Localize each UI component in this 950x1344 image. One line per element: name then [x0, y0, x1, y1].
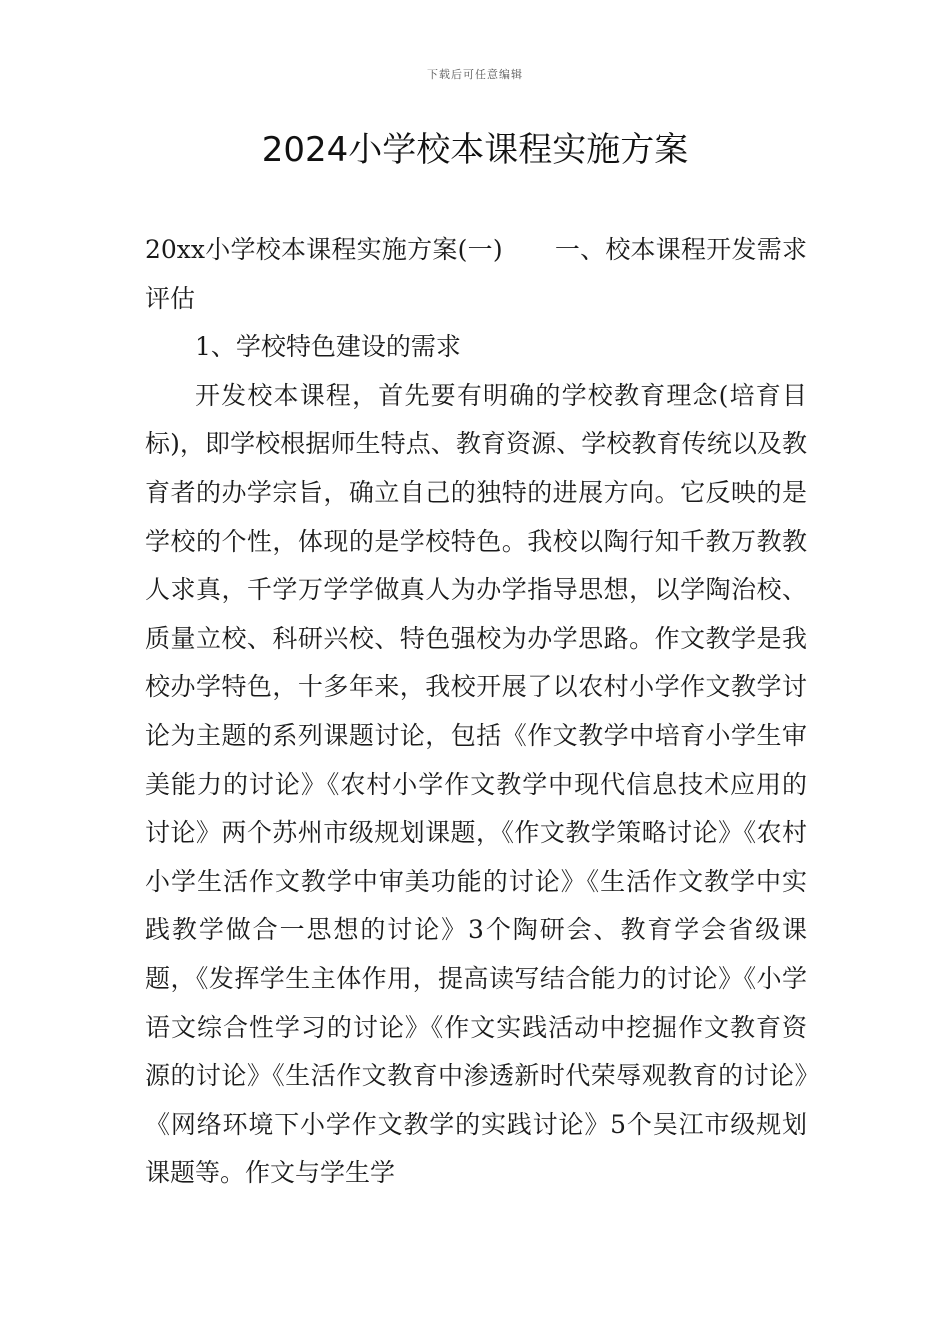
- body-paragraph: 开发校本课程，首先要有明确的学校教育理念(培育目标)，即学校根据师生特点、教育资源、学校教育传统以及教育者的办学宗旨，确立自己的独特的进展方向。它反映的是学校的个性，体现的是学校特色。我校以陶行知千教万教教人求真，千学万学学做真人为办学指导思想，以学陶治校、质量立校、科研兴校、特色强校为办学思路。作文教学是我校办学特色，十多年来，我校开展了以农村小学作文教学讨论为主题的系列课题讨论，包括《作文教学中培育小学生审美能力的讨论》《农村小学作文教学中现代信息技术应用的讨论》两个苏州市级规划课题，《作文教学策略讨论》《农村小学生活作文教学中审美功能的讨论》《生活作文教学中实践教学做合一思想的讨论》3个陶研会、教育学会省级课题，《发挥学生主体作用，提高读写结合能力的讨论》《小学语文综合性学习的讨论》《作文实践活动中挖掘作文教育资源的讨论》《生活作文教育中渗透新时代荣辱观教育的讨论》《网络环境下小学作文教学的实践讨论》5个吴江市级规划课题等。作文与学生学: [145, 380, 807, 1188]
- section-heading: 一、校本课程开发需求评估: [145, 235, 807, 313]
- document-body: [145, 226, 807, 1198]
- page-header-note: 下载后可任意编辑: [427, 68, 523, 81]
- subheading: 1、学校特色建设的需求: [195, 332, 461, 362]
- intro-line: [145, 226, 807, 323]
- document-title: 2024小学校本课程实施方案: [261, 130, 689, 170]
- intro-subtitle: 20xx小学校本课程实施方案(一): [145, 235, 503, 264]
